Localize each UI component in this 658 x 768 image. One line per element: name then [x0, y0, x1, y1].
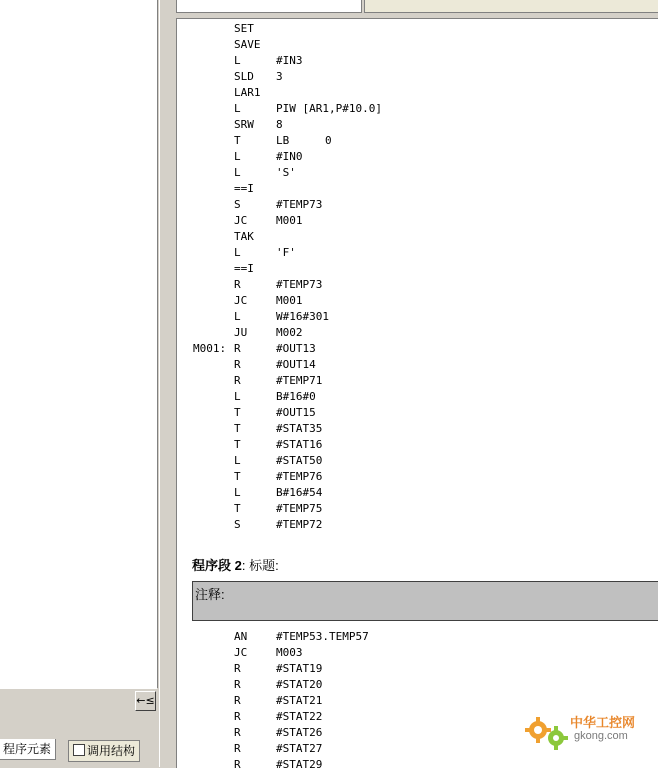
code-instruction: TAK — [234, 230, 254, 243]
code-operand: #OUT13 — [276, 342, 316, 355]
left-panel — [0, 0, 168, 767]
code-operand: #TEMP76 — [276, 470, 323, 483]
tab-program-elements[interactable] — [0, 739, 56, 760]
watermark — [522, 708, 658, 754]
code-instruction: R — [234, 710, 241, 723]
comment-label: 注释: — [195, 587, 225, 602]
code-operand: 3 — [276, 70, 283, 83]
header-field-secondary — [364, 0, 658, 13]
code-operand: #STAT29 — [276, 758, 323, 768]
code-operand: LB — [276, 134, 290, 147]
code-instruction: LAR1 — [234, 86, 261, 99]
code-operand: #OUT14 — [276, 358, 316, 371]
code-operand: M003 — [276, 646, 303, 659]
code-instruction: ==I — [234, 182, 254, 195]
code-instruction: SLD — [234, 70, 254, 83]
code-operand: B#16#0 — [276, 390, 316, 403]
program-elements-tree[interactable] — [0, 0, 158, 688]
code-operand: #STAT21 — [276, 694, 323, 707]
code-instruction: R — [234, 358, 241, 371]
segment-2-number: 程序段 2 — [192, 558, 242, 573]
code-instruction: L — [234, 54, 241, 67]
code-instruction: T — [234, 470, 241, 483]
code-instruction: R — [234, 342, 241, 355]
code-instruction: L — [234, 102, 241, 115]
header-field[interactable] — [176, 0, 362, 13]
code-operand: #STAT27 — [276, 742, 323, 755]
code-operand: #STAT22 — [276, 710, 323, 723]
code-operand: M002 — [276, 326, 303, 339]
code-instruction: L — [234, 150, 241, 163]
code-instruction: R — [234, 758, 241, 768]
code-instruction: T — [234, 422, 241, 435]
code-instruction: JC — [234, 646, 248, 659]
code-instruction: R — [234, 694, 241, 707]
code-instruction: ==I — [234, 262, 254, 275]
tab-label: 程序元素 — [3, 742, 52, 756]
collapse-panel-button[interactable]: ←≤ — [135, 691, 156, 711]
code-operand: #TEMP75 — [276, 502, 323, 515]
code-operand: #IN0 — [276, 150, 303, 163]
segment-2-title — [192, 555, 279, 574]
code-operand: #TEMP53.TEMP57 — [276, 630, 369, 643]
code-instruction: R — [234, 678, 241, 691]
code-operand: #OUT15 — [276, 406, 316, 419]
segment-2-comment-box[interactable] — [192, 581, 658, 621]
code-instruction: T — [234, 502, 241, 515]
code-line-label: M001: — [193, 342, 227, 355]
code-operand: #STAT26 — [276, 726, 323, 739]
horizontal-scrollbar[interactable] — [0, 688, 157, 713]
code-operand: #IN3 — [276, 54, 303, 67]
tab-label: 调用结构 — [87, 744, 136, 758]
code-instruction: L — [234, 486, 241, 499]
code-operand: M001 — [276, 294, 303, 307]
code-instruction: L — [234, 166, 241, 179]
code-operand: 8 — [276, 118, 283, 131]
code-operand: #TEMP73 — [276, 278, 323, 291]
code-operand: #STAT35 — [276, 422, 323, 435]
code-operand: #TEMP72 — [276, 518, 323, 531]
code-instruction: SET — [234, 22, 254, 35]
code-instruction: L — [234, 246, 241, 259]
watermark-url: gkong.com — [574, 730, 628, 742]
code-instruction: L — [234, 454, 241, 467]
code-operand: #TEMP71 — [276, 374, 323, 387]
code-operand: PIW [AR1,P#10.0] — [276, 102, 382, 115]
code-instruction: SRW — [234, 118, 254, 131]
code-instruction: JC — [234, 214, 248, 227]
tab-call-structure[interactable] — [68, 740, 140, 762]
code-instruction: T — [234, 406, 241, 419]
code-operand: M001 — [276, 214, 303, 227]
code-operand: B#16#54 — [276, 486, 323, 499]
code-instruction: JU — [234, 326, 248, 339]
code-instruction: L — [234, 390, 241, 403]
code-instruction: R — [234, 374, 241, 387]
code-operand: W#16#301 — [276, 310, 329, 323]
gear-logo-icon — [522, 708, 570, 752]
code-instruction: L — [234, 310, 241, 323]
code-operand: #STAT19 — [276, 662, 323, 675]
segment-2-title-label: : 标题: — [241, 558, 279, 573]
code-instruction: R — [234, 662, 241, 675]
code-operand: #STAT20 — [276, 678, 323, 691]
stl-code-editor[interactable] — [176, 18, 658, 768]
code-instruction: SAVE — [234, 38, 261, 51]
code-instruction: T — [234, 438, 241, 451]
code-instruction: R — [234, 726, 241, 739]
code-instruction: AN — [234, 630, 248, 643]
code-operand: 'F' — [276, 246, 296, 259]
editor-pane — [168, 0, 658, 767]
code-instruction: R — [234, 742, 241, 755]
code-operand: #TEMP73 — [276, 198, 323, 211]
code-operand: #STAT16 — [276, 438, 323, 451]
code-operand: 'S' — [276, 166, 296, 179]
code-instruction: T — [234, 134, 241, 147]
code-instruction: JC — [234, 294, 248, 307]
watermark-text: 中华工控网 — [570, 715, 636, 730]
code-instruction: R — [234, 278, 241, 291]
code-instruction: S — [234, 198, 241, 211]
editor-header — [168, 0, 658, 16]
code-operand-extra: 0 — [325, 134, 332, 147]
call-structure-icon — [73, 744, 85, 756]
code-instruction: S — [234, 518, 241, 531]
code-operand: #STAT50 — [276, 454, 323, 467]
